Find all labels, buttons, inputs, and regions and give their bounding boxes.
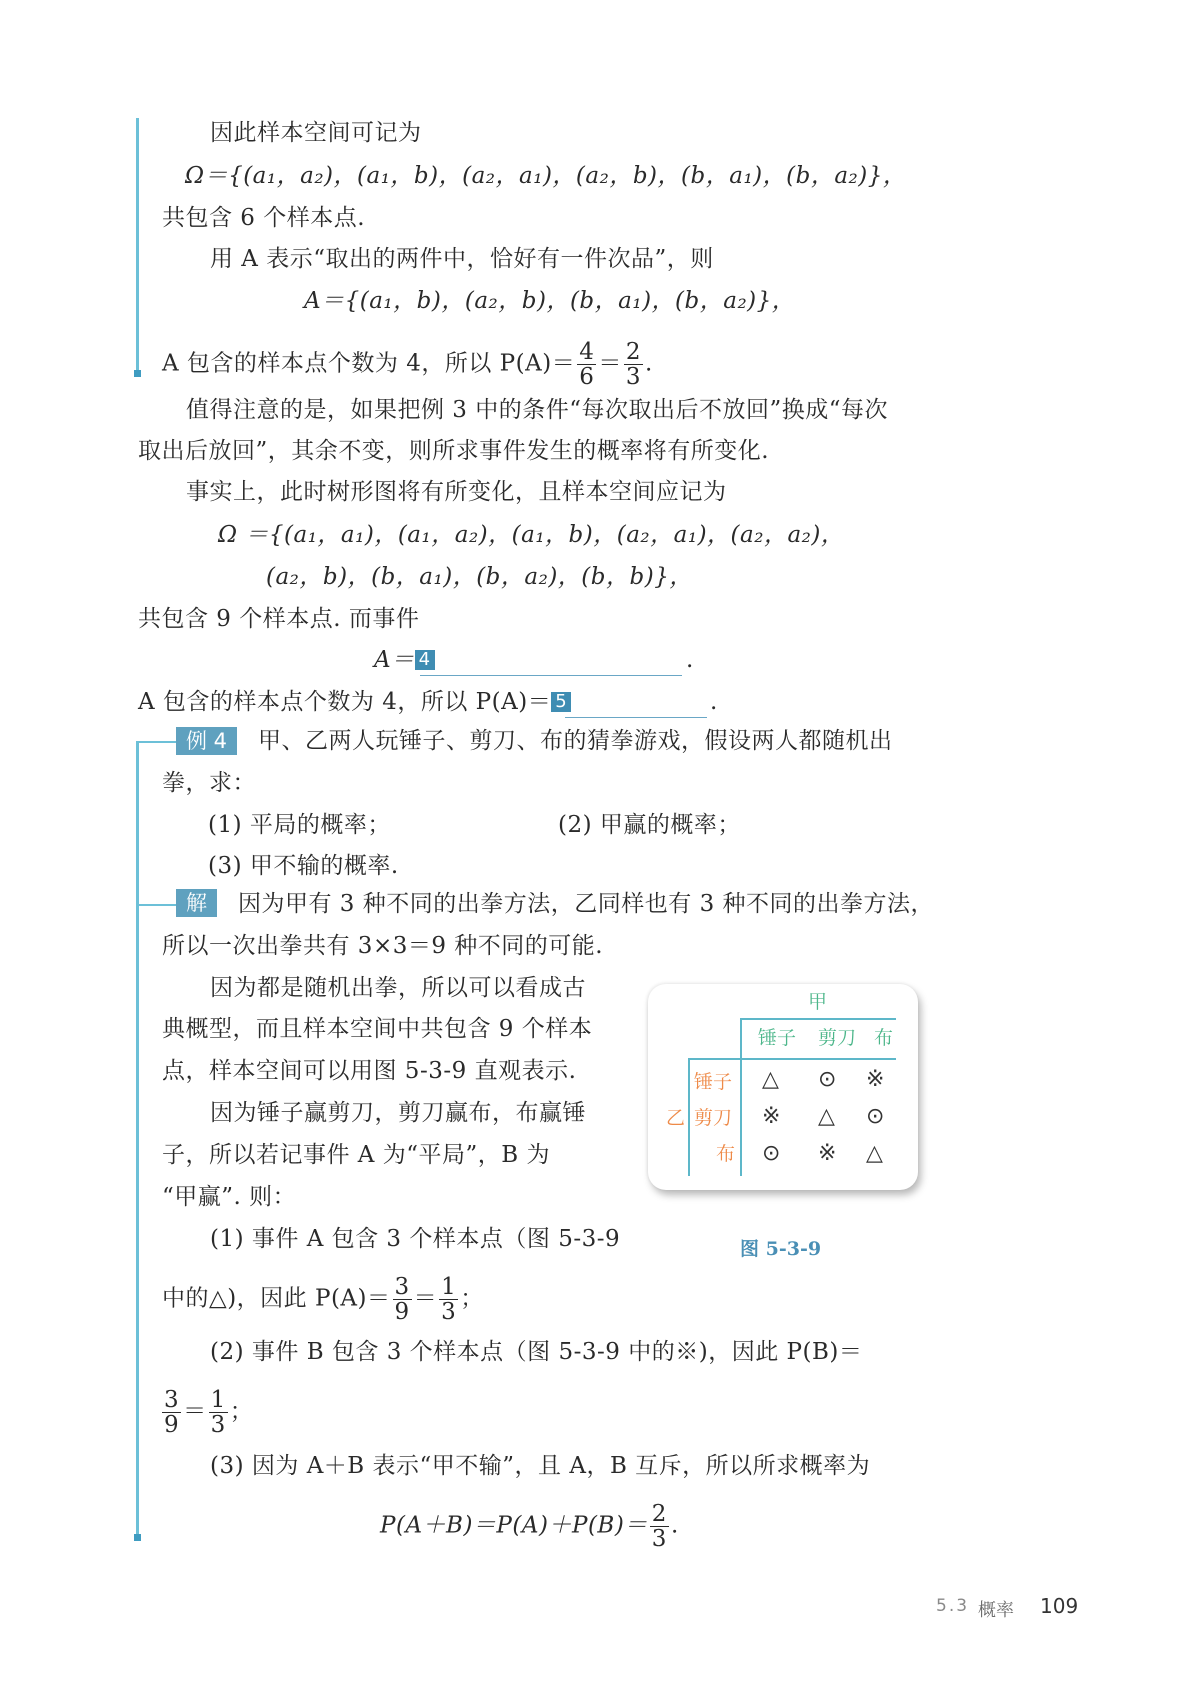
text-line: 典概型，而且样本空间中共包含 9 个样本 bbox=[162, 1016, 593, 1042]
footer-section-title: 概率 bbox=[978, 1600, 1014, 1621]
figure-caption: 图 5-3-9 bbox=[740, 1238, 822, 1260]
text-line: 因为都是随机出拳，所以可以看成古 bbox=[210, 975, 586, 1001]
fraction: $\frac{1}{3}$ bbox=[210, 1387, 226, 1438]
example-4-tag: 例 4 bbox=[176, 727, 237, 755]
cell-0-0: △ bbox=[762, 1067, 779, 1092]
text-line: 用 A 表示“取出的两件中，恰好有一件次品”，则 bbox=[210, 246, 714, 272]
answer-blank-5[interactable] bbox=[565, 687, 707, 718]
bracket-end-dot-2 bbox=[134, 1534, 141, 1541]
cell-1-0: ※ bbox=[762, 1104, 781, 1129]
solution-tag: 解 bbox=[176, 889, 217, 917]
event-a-formula: A＝{(a₁，b)，(a₂，b)，(b，a₁)，(b，a₂)}， bbox=[304, 288, 796, 314]
col-header-hammer: 锤子 bbox=[758, 1027, 797, 1049]
cell-2-2: △ bbox=[866, 1141, 883, 1166]
answer-blank-4[interactable] bbox=[420, 645, 682, 676]
text-line: (3) 因为 A＋B 表示“甲不输”，且 A，B 互斥，所以所求概率为 bbox=[210, 1453, 871, 1479]
text-line: 拳，求： bbox=[162, 770, 256, 796]
row-header-top-line bbox=[688, 1058, 896, 1060]
footer-section-number: 5.3 bbox=[936, 1596, 970, 1616]
final-formula: P(A＋B)＝P(A)＋P(B)＝ $\frac{2}{3}$ . bbox=[380, 1501, 679, 1552]
text-line: 甲、乙两人玩锤子、剪刀、布的猜拳游戏，假设两人都随机出 bbox=[258, 728, 893, 754]
text-line: 因为甲有 3 种不同的出拳方法，乙同样也有 3 种不同的出拳方法， bbox=[238, 891, 935, 917]
text-line: 值得注意的是，如果把例 3 中的条件“每次取出后不放回”换成“每次 bbox=[186, 397, 889, 423]
fraction: $\frac{3}{9}$ bbox=[164, 1387, 180, 1438]
cell-0-2: ※ bbox=[866, 1067, 885, 1092]
row-header-hammer: 锤子 bbox=[694, 1071, 733, 1093]
text: A 包含的样本点个数为 4，所以 P(A)＝ bbox=[162, 350, 576, 377]
event-a-blank-line: A＝ 4 bbox=[374, 645, 435, 675]
question-1: (1) 平局的概率； bbox=[208, 812, 391, 838]
fraction: $\frac{1}{3}$ bbox=[441, 1274, 457, 1325]
blank-number-4[interactable]: 4 bbox=[415, 650, 435, 670]
left-bracket-top bbox=[136, 118, 139, 372]
sample-space-formula-3: (a₂，b)，(b，a₁)，(b，a₂)，(b，b)}， bbox=[266, 564, 693, 590]
probability-line: A 包含的样本点个数为 4，所以 P(A)＝ $\frac{4}{6}$ ＝ $\frac{2}{3}$ . bbox=[162, 339, 653, 390]
text-line: “甲赢”. 则： bbox=[162, 1184, 297, 1210]
question-2: (2) 甲赢的概率； bbox=[558, 812, 741, 838]
probability-blank-line: A 包含的样本点个数为 4，所以 P(A)＝ 5 bbox=[138, 687, 571, 717]
probability-line-a: 中的△)，因此 P(A)＝ $\frac{3}{9}$ ＝ $\frac{1}{3}$ ； bbox=[162, 1274, 484, 1325]
sample-space-formula-2: Ω ＝{(a₁，a₁)，(a₁，a₂)，(a₁，b)，(a₂，a₁)，(a₂，a₂)， bbox=[218, 522, 845, 548]
player-jia-label: 甲 bbox=[808, 991, 828, 1013]
cell-1-2: ⊙ bbox=[866, 1104, 885, 1129]
fraction: $\frac{3}{9}$ bbox=[394, 1274, 410, 1325]
bracket-end-dot bbox=[134, 370, 141, 377]
question-3: (3) 甲不输的概率. bbox=[208, 853, 399, 879]
text-line: 子，所以若记事件 A 为“平局”，B 为 bbox=[162, 1142, 550, 1168]
sample-space-formula: Ω＝{(a₁，a₂)，(a₁，b)，(a₂，a₁)，(a₂，b)，(b，a₁)，(b，a₂)}， bbox=[185, 163, 907, 189]
period: . bbox=[710, 689, 718, 715]
fraction: $\frac{2}{3}$ bbox=[651, 1501, 667, 1552]
cell-1-1: △ bbox=[818, 1104, 835, 1129]
text-line: (1) 事件 A 包含 3 个样本点（图 5-3-9 bbox=[210, 1226, 621, 1252]
period: . bbox=[686, 647, 694, 673]
left-bracket-example bbox=[136, 741, 139, 1536]
text-line: 因此样本空间可记为 bbox=[210, 120, 422, 146]
probability-line-b: $\frac{3}{9}$ ＝ $\frac{1}{3}$ ； bbox=[164, 1387, 254, 1438]
solution-hook-line bbox=[136, 904, 176, 906]
cell-0-1: ⊙ bbox=[818, 1067, 837, 1092]
cell-2-1: ※ bbox=[818, 1141, 837, 1166]
fraction: $\frac{2}{3}$ bbox=[625, 339, 641, 390]
text-line: 取出后放回”，其余不变，则所求事件发生的概率将有所变化. bbox=[138, 438, 770, 464]
figure-5-3-9 bbox=[648, 984, 918, 1190]
cell-2-0: ⊙ bbox=[762, 1141, 781, 1166]
text-line: 因为锤子赢剪刀，剪刀赢布，布赢锤 bbox=[210, 1100, 586, 1126]
row-header-left-line bbox=[688, 1058, 690, 1176]
text-line: 事实上，此时树形图将有所变化，且样本空间应记为 bbox=[186, 479, 727, 505]
player-yi-label: 乙 bbox=[666, 1107, 686, 1129]
text-line: 共包含 6 个样本点. bbox=[162, 205, 366, 231]
col-header-cloth: 布 bbox=[874, 1027, 894, 1049]
header-left-line bbox=[740, 1018, 742, 1058]
text-line: (2) 事件 B 包含 3 个样本点（图 5-3-9 中的※)，因此 P(B)＝ bbox=[210, 1339, 863, 1365]
example-hook-line bbox=[136, 741, 176, 743]
text-line: 共包含 9 个样本点. 而事件 bbox=[138, 606, 420, 632]
text-line: 所以一次出拳共有 3×3＝9 种不同的可能. bbox=[162, 933, 604, 959]
fraction: $\frac{4}{6}$ bbox=[579, 339, 595, 390]
page-number: 109 bbox=[1040, 1594, 1079, 1618]
row-header-scissors: 剪刀 bbox=[694, 1107, 733, 1129]
row-header-cloth: 布 bbox=[716, 1143, 736, 1165]
col-header-scissors: 剪刀 bbox=[818, 1027, 857, 1049]
header-top-line bbox=[740, 1018, 896, 1020]
text-line: 点，样本空间可以用图 5-3-9 直观表示. bbox=[162, 1058, 577, 1084]
blank-number-5[interactable]: 5 bbox=[551, 692, 571, 712]
row-header-right-line bbox=[740, 1058, 742, 1176]
